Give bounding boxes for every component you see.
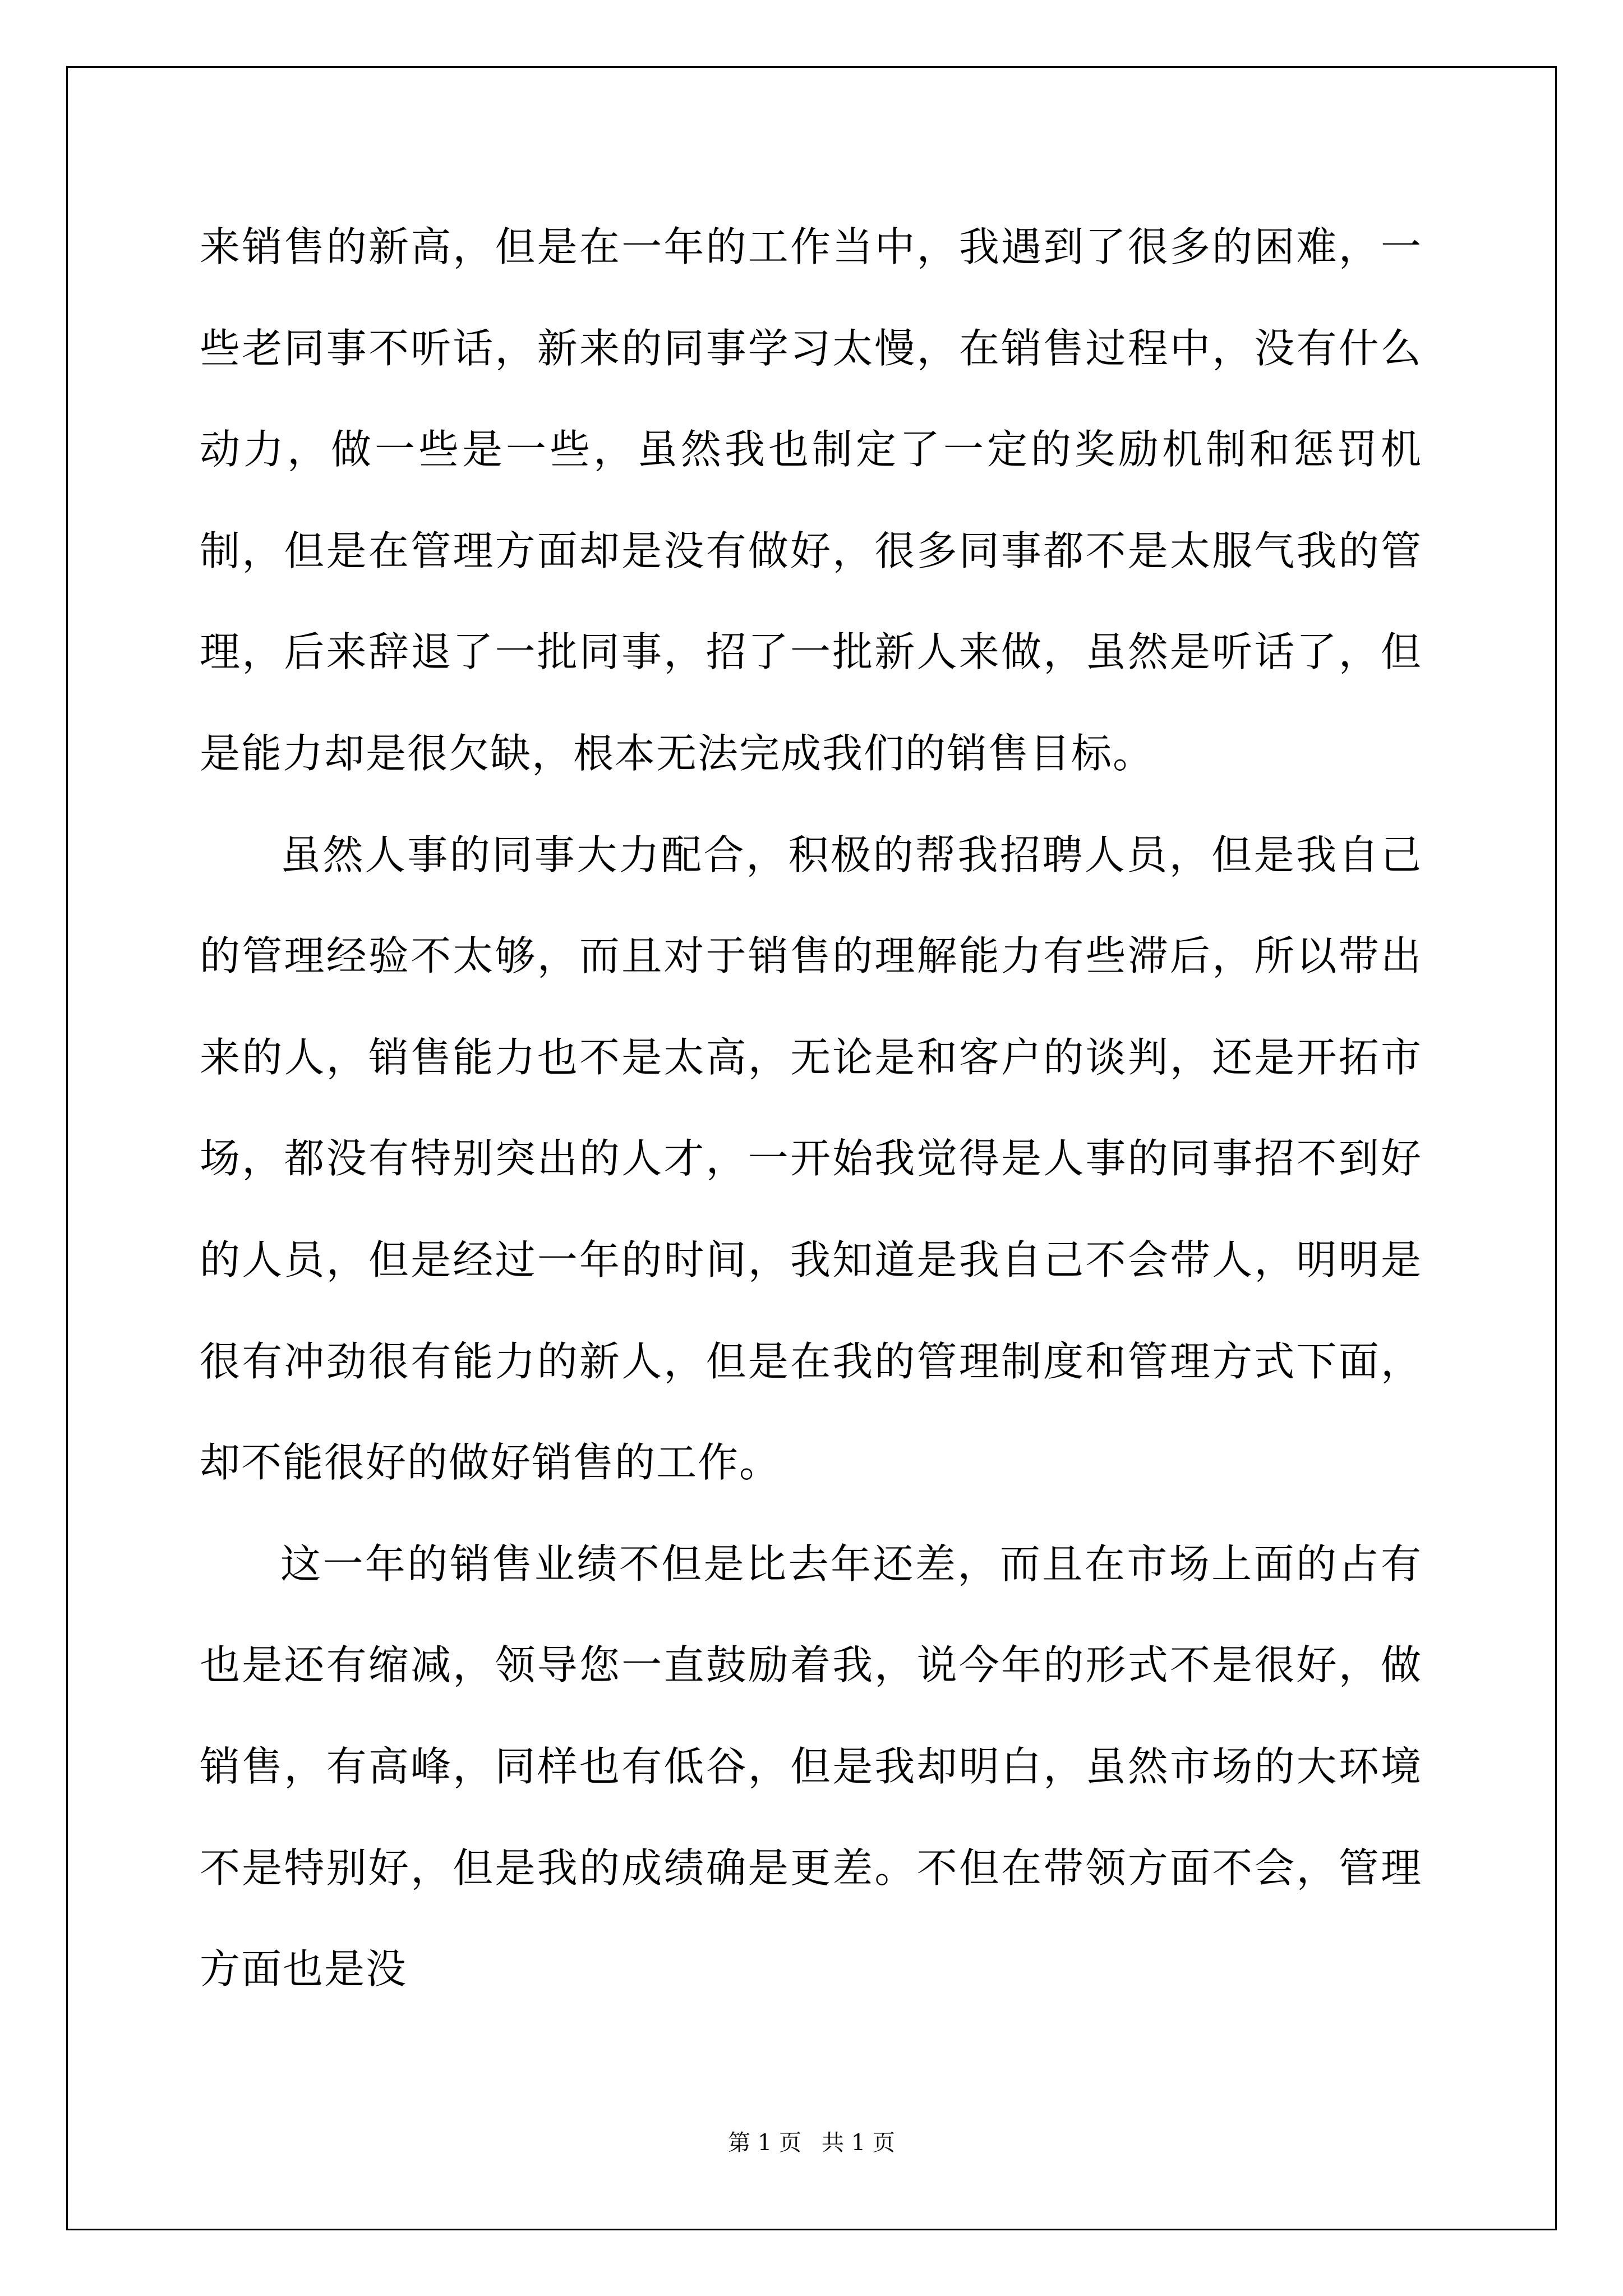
page-total: 共 1 页	[822, 2130, 895, 2156]
page-number: 第 1 页	[728, 2130, 801, 2156]
paragraph-1: 来销售的新高，但是在一年的工作当中，我遇到了很多的困难，一些老同事不听话，新来的同事学习太慢，在销售过程中，没有什么动力，做一些是一些，虽然我也制定了一定的奖励机制和惩罚机制，但是在管理方面却是没有做好，很多同事都不是太服气我的管理，后来辞退了一批同事，招了一批新人来做，虽然是听话了，但是能力却是很欠缺，根本无法完成我们的销售目标。	[200, 223, 1422, 777]
document-body	[200, 196, 1422, 2020]
paragraph-3: 这一年的销售业绩不但是比去年还差，而且在市场上面的占有也是还有缩减，领导您一直鼓励着我，说今年的形式不是很好，做销售，有高峰，同样也有低谷，但是我却明白，虽然市场的大环境不是特别好，但是我的成绩确是更差。不但在带领方面不会，管理方面也是没	[200, 1540, 1422, 1993]
paragraph-2: 虽然人事的同事大力配合，积极的帮我招聘人员，但是我自己的管理经验不太够，而且对于销售的理解能力有些滞后，所以带出来的人，销售能力也不是太高，无论是和客户的谈判，还是开拓市场，都没有特别突出的人才，一开始我觉得是人事的同事招不到好的人员，但是经过一年的时间，我知道是我自己不会带人，明明是很有冲劲很有能力的新人，但是在我的管理制度和管理方式下面，却不能很好的做好销售的工作。	[200, 831, 1422, 1487]
page-footer	[0, 2125, 1623, 2157]
